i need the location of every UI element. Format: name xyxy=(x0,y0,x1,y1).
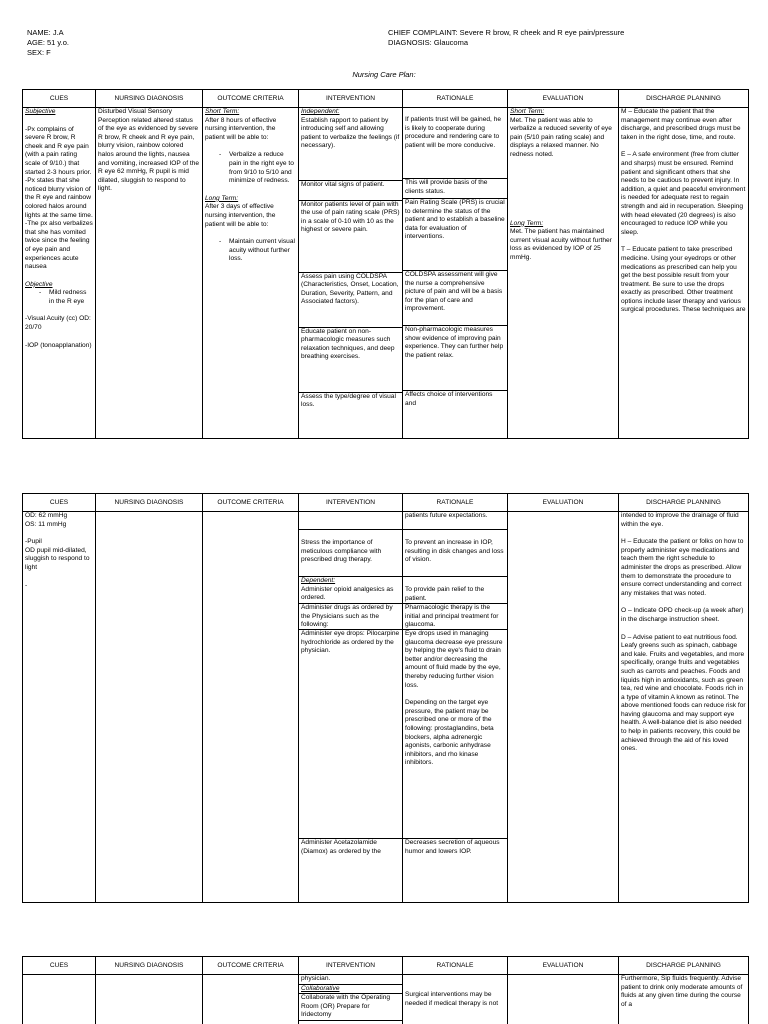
discharge-d: D – Advise patient to eat nutritious food. Leafy greens such as spinach, cabbage and kale. Fruits and vegetables, and more specifically, orange fruits and vegetables such as carrots and peaches. Foods and liquids high in antioxidants, such as green tea, red wine and chocolate. Foods rich in a type of vitamin A known as retinol. The above mentioned foods can reduce risk for having glaucoma and may support eye health. A well-balance diet is also needed to help in patients recovery, this could be achieved through the aid of his loved ones. xyxy=(621,633,746,753)
cues-cell xyxy=(23,108,96,439)
intervention-text: Administer opioid analgesics as ordered. xyxy=(301,585,394,602)
outcome-cell xyxy=(203,512,299,903)
col-evaluation: EVALUATION xyxy=(508,90,619,108)
rationale-item: Pharmacologic therapy is the initial and principal treatment for glaucoma. xyxy=(403,604,507,630)
col-outcome-criteria: OUTCOME CRITERIA xyxy=(203,957,299,975)
intervention-item: physician. xyxy=(299,975,402,985)
cues-cell xyxy=(23,512,96,903)
rationale-item: Non-pharmacologic measures show evidence of improving pain experience. They can further help the patient relax. xyxy=(403,326,507,391)
intervention-item xyxy=(299,512,402,530)
intervention-cell xyxy=(299,108,403,439)
long-term-label: Long Term: xyxy=(510,219,544,227)
discharge-text: intended to improve the drainage of fluid within the eye. xyxy=(621,512,739,528)
col-intervention: INTERVENTION xyxy=(299,90,403,108)
header-row xyxy=(23,90,749,108)
col-cues: CUES xyxy=(23,494,96,512)
col-evaluation: EVALUATION xyxy=(508,494,619,512)
cue-text: OD pupil mid-dilated, sluggish to respond to light xyxy=(25,546,90,571)
intervention-item: Assess the type/degree of visual loss. xyxy=(301,392,396,409)
cue-text: OD: 62 mmHg xyxy=(25,512,68,519)
short-term-label: Short Term: xyxy=(205,108,240,115)
collaborative-label: Collaborative xyxy=(301,984,340,992)
patient-info xyxy=(27,28,69,58)
care-plan-table-page-1 xyxy=(22,89,749,439)
rationale-item: If patients trust will be gained, he is likely to cooperate during procedure and rendering care to patient will be more conducive. xyxy=(403,108,507,179)
rationale-item: Surgical interventions may be needed if medical therapy is not xyxy=(405,991,499,1007)
col-cues: CUES xyxy=(23,957,96,975)
outcome-cell xyxy=(203,108,299,439)
objective-label: Objective xyxy=(25,280,53,288)
cues-cell xyxy=(23,975,96,1024)
col-outcome-criteria: OUTCOME CRITERIA xyxy=(203,90,299,108)
cue-text: -Px states that she noticed blurry vision of the R eye and rainbow colored halos around lights at the same time. xyxy=(25,177,93,219)
care-plan-table-page-2 xyxy=(22,493,749,903)
intervention-item: Monitor patients level of pain with the use of pain rating scale (PRS) in a scale of 0-10 with 10 as the highest or severe pain. xyxy=(299,201,402,273)
complaint-info xyxy=(388,28,624,48)
patient-name: NAME: J.A xyxy=(27,28,64,37)
evaluation-cell xyxy=(508,512,619,903)
intervention-item: Assess pain using COLDSPA (Characteristics, Onset, Location, Duration, Severity, Pattern, and Associated factors). xyxy=(299,273,402,328)
diagnosis-cell xyxy=(96,975,203,1024)
plan-title: Nursing Care Plan: xyxy=(352,70,416,79)
outcome-text: After 8 hours of effective nursing intervention, the patient will be able to: xyxy=(205,116,277,141)
table-row xyxy=(23,512,749,903)
outcome-cell xyxy=(203,975,299,1024)
intervention-cell xyxy=(299,975,403,1024)
chief-complaint: CHIEF COMPLAINT: Severe R brow, R cheek and R eye pain/pressure xyxy=(388,28,625,37)
rationale-cell xyxy=(403,108,508,439)
short-term-label: Short Term: xyxy=(510,108,545,115)
header-row xyxy=(23,494,749,512)
evaluation-text: Met. The patient was able to verbalize a reduced severity of eye pain (5/10 pain rating scale) and displays a relaxed manner. No redness noted. xyxy=(510,116,612,158)
care-plan-table-page-3 xyxy=(22,956,749,1024)
intervention-item xyxy=(299,577,402,604)
evaluation-cell xyxy=(508,975,619,1024)
col-discharge-planning: DISCHARGE PLANNING xyxy=(619,957,749,975)
cue-text: -Visual Acuity (cc) OD: 20/70 xyxy=(25,315,91,332)
rationale-item xyxy=(403,630,507,839)
intervention-cell xyxy=(299,512,403,903)
cue-text: - Mild redness in the R eye xyxy=(25,289,93,306)
col-evaluation: EVALUATION xyxy=(508,957,619,975)
rationale-text: Eye drops used in managing glaucoma decrease eye pressure by helping the eye's fluid to drain better and/or decreasing the amount of fluid made by the eye, thereby reducing further vision loss. xyxy=(405,630,503,689)
patient-sex: SEX: F xyxy=(27,48,51,57)
cue-text: -Pupil xyxy=(25,538,42,546)
intervention-item: Administer drugs as ordered by the Physicians such as the following: xyxy=(299,604,402,630)
rationale-item: To provide pain relief to the patient. xyxy=(403,577,507,604)
discharge-e: E – A safe environment (free from clutter and sharps) must be ensured. Remind patient and significant others that she needs to be cautious to prevent injury. In addition, a quiet and peaceful environment is needed for adequate rest to regain strength and aid in recuperation. Sleeping with head elevated (20 degrees) is also encouraged to reduce IOP while you sleep. xyxy=(621,151,746,236)
rationale-item: This will provide basis of the clients status. xyxy=(403,179,507,199)
col-discharge-planning: DISCHARGE PLANNING xyxy=(619,494,749,512)
intervention-text: Establish rapport to patient by introducing self and allowing patient to verbalize the feelings (if necessary). xyxy=(301,116,400,150)
discharge-o: O – Indicate OPD check-up (a week after) in the discharge instruction sheet. xyxy=(621,607,744,623)
dependent-label: Dependent: xyxy=(301,577,336,584)
discharge-cell xyxy=(619,108,749,439)
outcome-text: After 3 days of effective nursing intervention, the patient will be able to: xyxy=(205,203,276,228)
patient-age: AGE: 51 y.o. xyxy=(27,38,69,47)
rationale-cell xyxy=(403,512,508,903)
intervention-item: Administer Acetazolamide (Diamox) as ordered by the xyxy=(301,839,381,855)
independent-label: Independent: xyxy=(301,108,340,115)
discharge-cell: Furthermore, Sip fluids frequently. Advise patient to drink only moderate amounts of fluids at any given time during the course of a xyxy=(619,975,749,1024)
intervention-item: Educate patient on non-pharmacologic measures such relaxation techniques, and deep breathing exercises. xyxy=(299,328,402,393)
col-discharge-planning: DISCHARGE PLANNING xyxy=(619,90,749,108)
rationale-item: To prevent an increase in IOP, resulting in disk changes and loss of vision. xyxy=(403,530,507,577)
col-outcome-criteria: OUTCOME CRITERIA xyxy=(203,494,299,512)
discharge-t: T – Educate patient to take prescribed medicine. Using your eyedrops or other medications as prescribed can help you get the best possible result from your treatment. Be sure to use the drops exactly as prescribed. Other treatment options include laser therapy and various surgical procedures. These techniques are xyxy=(621,246,746,314)
discharge-cell xyxy=(619,512,749,903)
cue-text: -IOP (tonoapplanation) xyxy=(25,341,92,349)
cue-text: -Px complains of severe R brow, R cheek and R eye pain (with a pain rating scale of 9/10.) that started 2-3 hours prior. xyxy=(25,125,92,176)
header-row xyxy=(23,957,749,975)
intervention-item: Monitor vital signs of patient. xyxy=(299,181,402,201)
outcome-item: - Verbalize a reduce pain in the right eye to from 9/10 to 5/10 and minimize of redness. xyxy=(205,151,296,185)
intervention-item xyxy=(299,108,402,181)
rationale-cell xyxy=(403,975,508,1024)
intervention-item: Administer eye drops: Pilocarpine hydrochloride as ordered by the physician. xyxy=(299,630,402,839)
cue-text: -The px also verbalizes that she has vomited twice since the feeling of eye pain and experiences acute nausea xyxy=(25,220,93,271)
col-rationale: RATIONALE xyxy=(403,90,508,108)
col-rationale: RATIONALE xyxy=(403,957,508,975)
col-intervention: INTERVENTION xyxy=(299,494,403,512)
rationale-item: Decreases secretion of aqueous humor and lowers IOP. xyxy=(405,839,500,855)
rationale-item: Pain Rating Scale (PRS) is crucial to determine the status of the patient and to establish a baseline data for evaluation of interventions. xyxy=(403,199,507,271)
intervention-item: Stress the importance of meticulous compliance with prescribed drug therapy. xyxy=(299,530,402,577)
intervention-item: Collaborate with the Operating Room (OR) Prepare for Iridectomy xyxy=(299,993,402,1021)
table-row xyxy=(23,108,749,439)
discharge-m: M – Educate the patient that the management may continue even after discharge, and prescribed drugs must be taken in the right dose, time, and route. xyxy=(621,108,741,141)
col-nursing-diagnosis: NURSING DIAGNOSIS xyxy=(96,957,203,975)
col-cues: CUES xyxy=(23,90,96,108)
discharge-h: H – Educate the patient or folks on how to properly administer eye medications and teach them the right schedule to administer the drops as prescribed. Allow them to demonstrate the procedure to ensure correct understanding and correct any mistakes that was noted. xyxy=(621,538,744,597)
rationale-text: Depending on the target eye pressure, the patient may be prescribed one or more of the following: prostaglandins, beta blockers, alpha adrenergic agonists, carbonic anhydrase inhibitors, and rho kinase inhibitors. xyxy=(405,699,494,767)
diagnosis-cell xyxy=(96,512,203,903)
subjective-label: Subjective xyxy=(25,108,56,115)
diagnosis-cell: Disturbed Visual Sensory Perception related altered status of the eye as evidenced by severe R brow, R cheek and R eye pain, blurry vision, rainbow colored halos around the lights, nausea and vomiting, increased IOP of the R eye 62 mmHg, R pupil is mid dilated, sluggish to respond to light. xyxy=(96,108,203,439)
diagnosis-header: DIAGNOSIS: Glaucoma xyxy=(388,38,469,47)
cue-text: OS: 11 mmHg xyxy=(25,520,67,528)
col-rationale: RATIONALE xyxy=(403,494,508,512)
col-nursing-diagnosis: NURSING DIAGNOSIS xyxy=(96,494,203,512)
outcome-item: - Maintain current visual acuity without further loss. xyxy=(205,238,296,264)
cue-text: - xyxy=(25,581,28,589)
col-nursing-diagnosis: NURSING DIAGNOSIS xyxy=(96,90,203,108)
rationale-item: COLDSPA assessment will give the nurse a comprehensive picture of pain and will be a basis for the plan of care and improvement. xyxy=(403,271,507,326)
long-term-label: Long Term: xyxy=(205,194,239,202)
table-row xyxy=(23,975,749,1024)
rationale-item: Affects choice of interventions and xyxy=(405,391,493,407)
col-intervention: INTERVENTION xyxy=(299,957,403,975)
evaluation-text: Met. The patient has maintained current visual acuity without further loss as evidenced by IOP of 25 mmHg. xyxy=(510,228,612,261)
rationale-item: patients future expectations. xyxy=(403,512,507,530)
evaluation-cell xyxy=(508,108,619,439)
